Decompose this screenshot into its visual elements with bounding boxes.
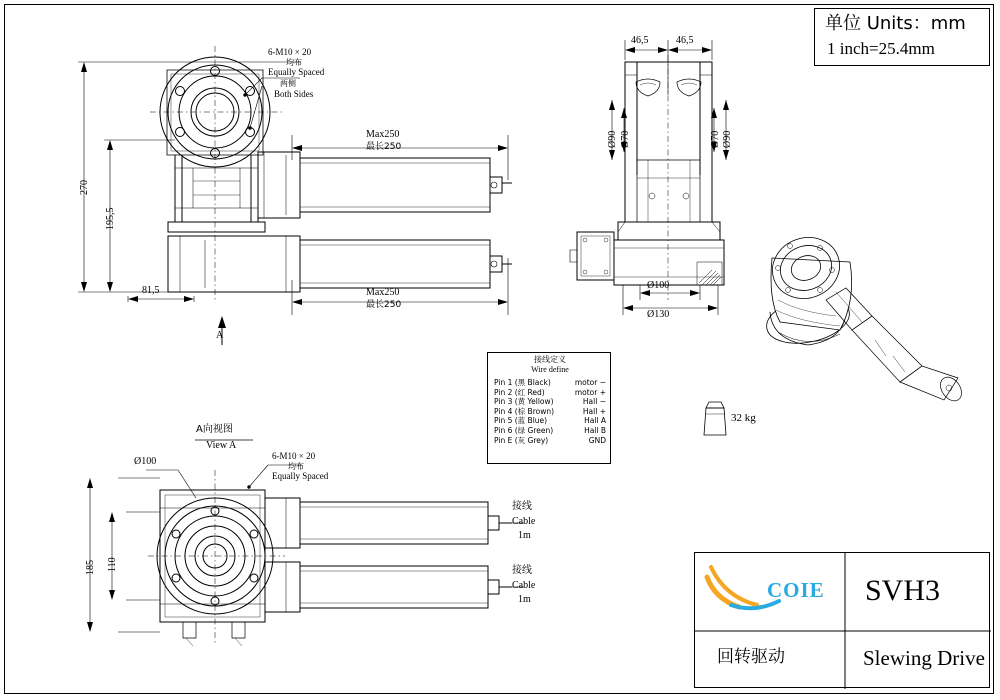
dim-stroke-top-cn: 最长250	[366, 142, 402, 152]
viewa-bolt-callout-line3: Equally Spaced	[272, 471, 329, 481]
viewa-bolt-callout-line1: 6-M10 × 20	[272, 451, 316, 461]
cable-bottom-cn: 接线	[512, 565, 532, 576]
dim-d90-right: Ø90	[722, 130, 733, 148]
product-name-en: Slewing Drive	[863, 646, 985, 670]
dim-d100-front: Ø100	[647, 280, 670, 291]
product-name-cn: 回转驱动	[717, 647, 785, 667]
cable-bottom-en: Cable	[512, 580, 536, 591]
dim-81-5: 81,5	[142, 285, 160, 296]
view-a-title-en: View A	[206, 440, 237, 451]
wire-table-title-en: Wire define	[531, 365, 569, 374]
wire-pin-label: Pin 3 (黄 Yellow)	[494, 397, 554, 407]
dim-stroke-bottom-cn: 最长250	[366, 300, 402, 310]
topview-bolt-callout-line3: Equally Spaced	[268, 67, 325, 77]
cable-bottom-length: 1m	[518, 594, 531, 605]
topview-bolt-callout-line1: 6-M10 × 20	[268, 47, 312, 57]
viewa-bolt-callout-line2: 均布	[288, 462, 304, 471]
wire-pin-label: Pin 6 (绿 Green)	[494, 425, 554, 435]
wire-table	[492, 378, 608, 445]
cable-top-en: Cable	[512, 516, 536, 527]
units-line-2: 1 inch=25.4mm	[827, 39, 935, 58]
wire-function-label: Hall −	[582, 397, 606, 407]
wire-function-label: GND	[588, 435, 606, 445]
wire-function-label: motor +	[574, 387, 606, 397]
title-block	[694, 552, 990, 688]
dim-d130-front: Ø130	[647, 309, 670, 320]
wire-table-row	[492, 407, 608, 417]
view-a-title-cn: A向视图	[196, 424, 233, 435]
wire-function-label: Hall +	[582, 406, 606, 416]
wire-function-label: Hall A	[584, 416, 606, 426]
wire-table-row	[492, 378, 608, 388]
wire-pin-label: Pin E (灰 Grey)	[494, 435, 549, 445]
model-name: SVH3	[865, 574, 941, 607]
wire-pin-label: Pin 5 (蓝 Blue)	[494, 416, 548, 426]
dim-d70-left: Ø70	[620, 130, 631, 148]
wire-pin-label: Pin 1 (黑 Black)	[494, 378, 551, 387]
dim-46-5-right: 46,5	[676, 35, 694, 46]
wire-function-label: Hall B	[584, 425, 606, 435]
cable-top-cn: 接线	[512, 501, 532, 512]
brand-name: COIE	[767, 578, 825, 602]
wire-table-row	[492, 436, 608, 446]
topview-bolt-callout-line2: 均布	[286, 58, 302, 67]
weight-label: 32 kg	[731, 412, 756, 424]
wire-table-row	[492, 416, 608, 426]
dim-110: 110	[107, 557, 118, 572]
wire-function-label: motor −	[574, 378, 606, 387]
units-box	[814, 8, 990, 66]
wire-table-row	[492, 397, 608, 407]
dim-d70-right: Ø70	[710, 130, 721, 148]
dim-d90-left: Ø90	[607, 130, 618, 148]
dim-46-5-left: 46,5	[631, 35, 649, 46]
wire-pin-label: Pin 4 (棕 Brown)	[494, 406, 555, 416]
topview-bolt-callout-line5: Both Sides	[274, 89, 314, 99]
dim-270: 270	[79, 180, 90, 195]
dim-185: 185	[85, 560, 96, 575]
wire-define-box	[487, 352, 611, 464]
dim-195-5: 195,5	[105, 207, 116, 230]
dim-d100-view-a: Ø100	[134, 456, 157, 467]
wire-pin-label: Pin 2 (红 Red)	[494, 387, 545, 397]
topview-bolt-callout-line4: 两侧	[280, 79, 296, 88]
wire-table-row	[492, 388, 608, 398]
units-line-1: 单位 Units：mm	[825, 13, 966, 34]
wire-table-row	[492, 426, 608, 436]
dim-stroke-bottom-max: Max250	[366, 287, 400, 298]
wire-table-title-cn: 接线定义	[534, 355, 566, 364]
dim-stroke-top-max: Max250	[366, 129, 400, 140]
cable-top-length: 1m	[518, 530, 531, 541]
section-arrow-label-a: A	[216, 330, 224, 341]
